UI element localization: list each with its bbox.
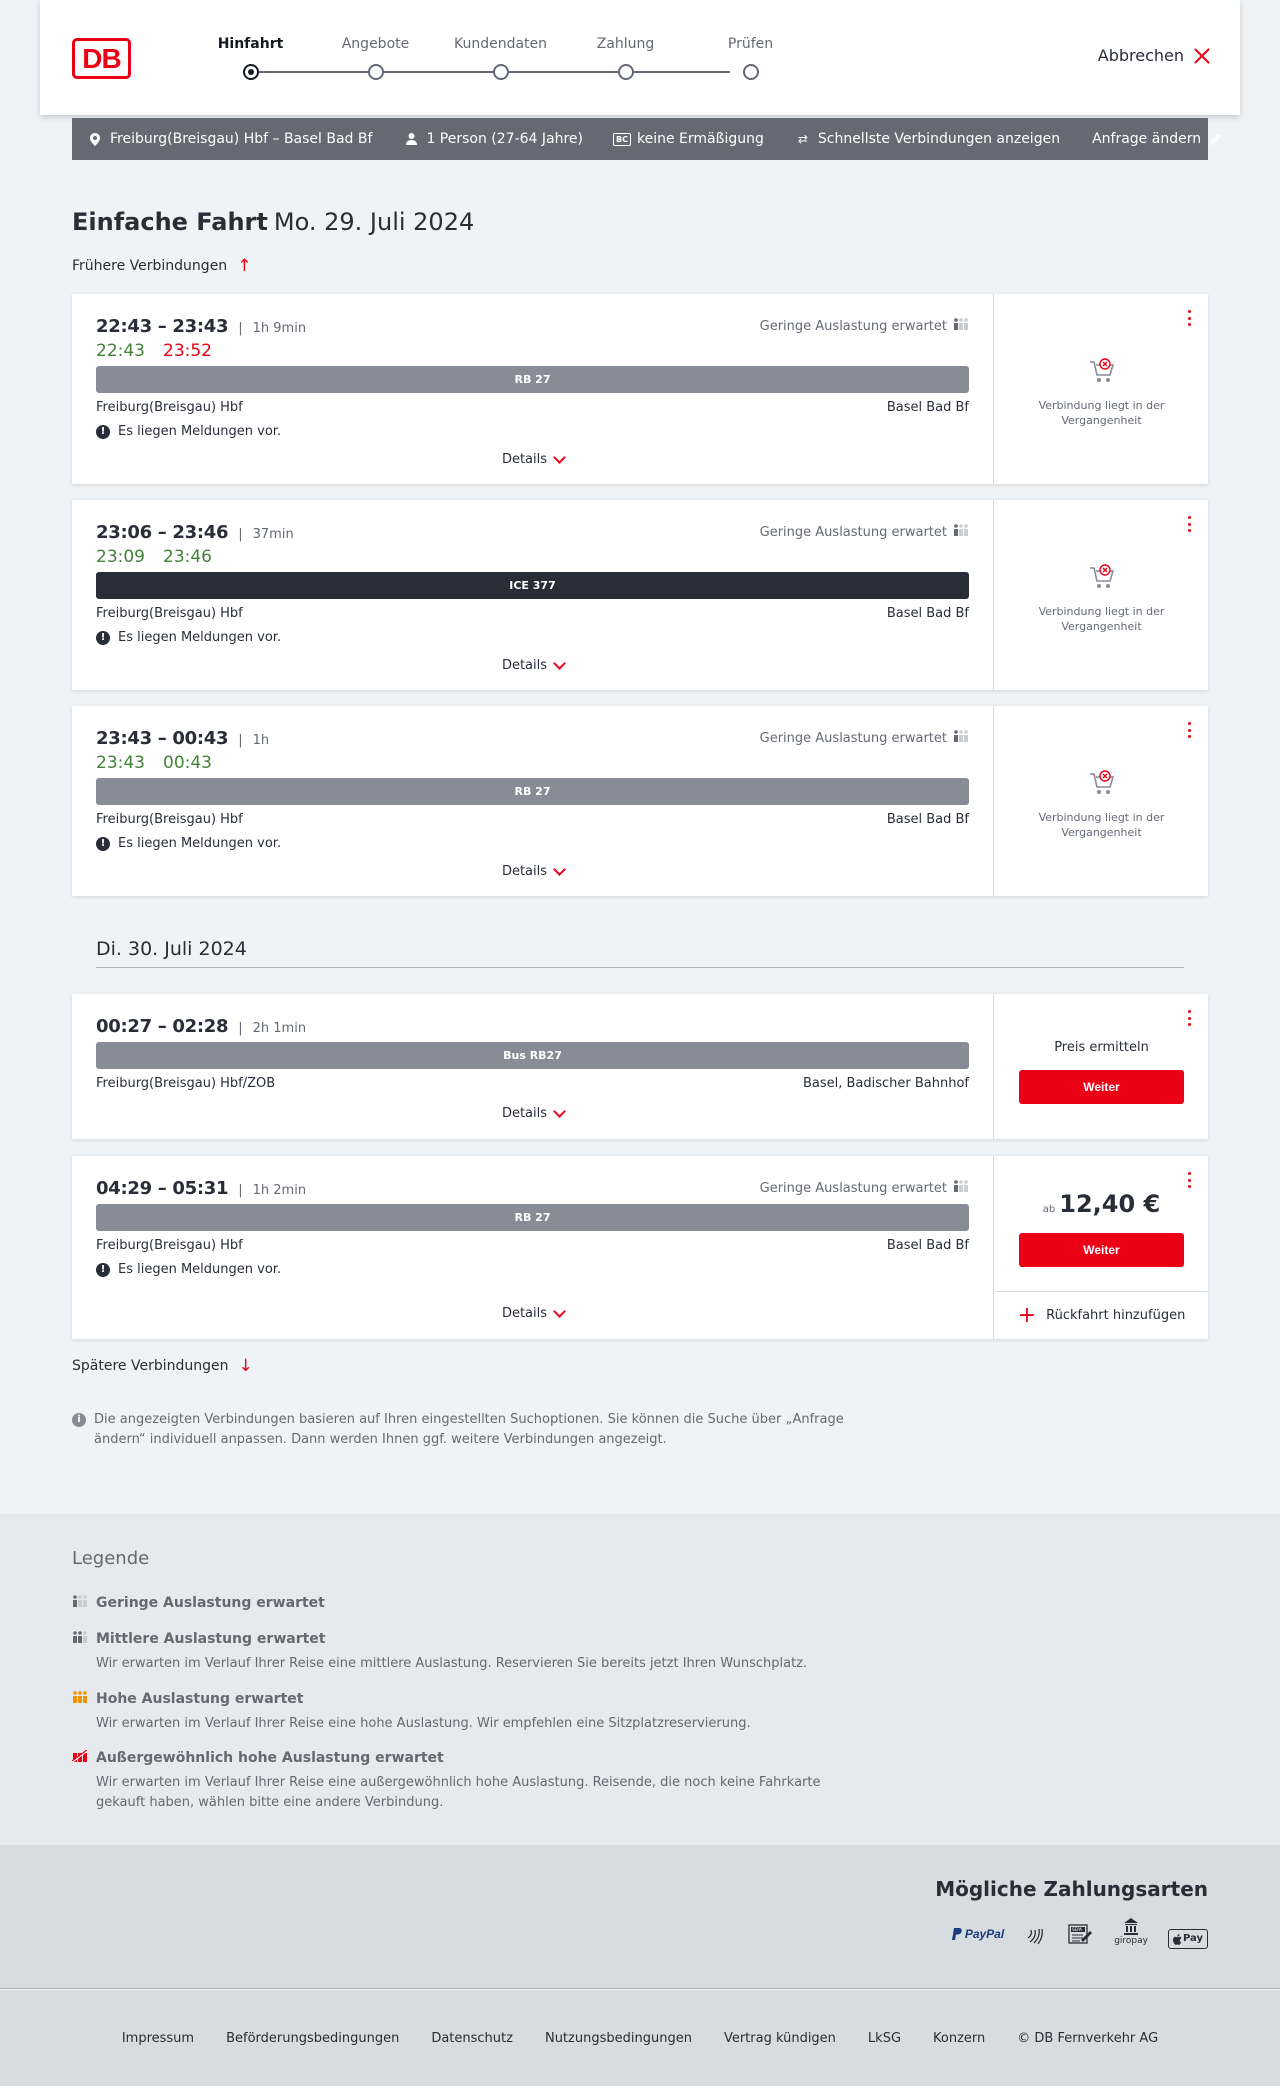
exclamation-icon: ! xyxy=(96,425,110,439)
connection-card[interactable] xyxy=(72,1156,1208,1339)
realtime-arrival: 23:46 xyxy=(163,547,212,567)
continue-button[interactable]: Weiter xyxy=(1019,1233,1184,1267)
location-pin-icon xyxy=(88,132,102,146)
details-label: Details xyxy=(501,1106,548,1121)
realtime-times xyxy=(96,547,212,567)
search-info-note xyxy=(72,1410,872,1450)
past-text: Verbindung liegt in der Vergangenheit xyxy=(1038,811,1165,839)
cancel-button[interactable] xyxy=(1098,46,1210,65)
price-prefix: ab xyxy=(1042,1204,1056,1215)
connection-card[interactable] xyxy=(72,994,1208,1139)
change-request-button[interactable] xyxy=(1092,131,1223,147)
arrow-down-icon: ↓ xyxy=(238,1356,253,1376)
departure-station: Freiburg(Breisgau) Hbf xyxy=(96,400,243,415)
cart-unavailable-icon xyxy=(1087,562,1117,592)
past-connection-notice xyxy=(995,768,1208,840)
payment-methods-list xyxy=(952,1915,1208,1949)
step-dot xyxy=(368,64,384,80)
legend-title: Legende xyxy=(72,1548,150,1569)
realtime-times xyxy=(96,341,212,361)
step-dot xyxy=(493,64,509,80)
trip-date: Mo. 29. Juli 2024 xyxy=(273,208,475,236)
duration: | 2h 1min xyxy=(238,1021,306,1036)
planned-times xyxy=(96,316,306,337)
step-zahlung xyxy=(563,34,688,80)
occupancy-text: Geringe Auslastung erwartet xyxy=(759,1180,947,1196)
details-toggle[interactable] xyxy=(72,1106,994,1121)
discount-text: keine Ermäßigung xyxy=(637,131,764,147)
occupancy-info xyxy=(760,524,969,540)
legend-item-desc: Wir erwarten im Verlauf Ihrer Reise eine außergewöhnlich hohe Auslastung. Reisende, die noch keine Fahrkarte gekauft haben, wählen bitte eine andere Verbindung. xyxy=(96,1775,821,1810)
chevron-down-icon xyxy=(553,863,566,876)
duration: | 1h xyxy=(238,733,269,748)
train-bar: ICE 377 xyxy=(96,572,969,599)
step-kundendaten xyxy=(438,34,563,80)
legend-item-title: Geringe Auslastung erwartet xyxy=(96,1595,325,1611)
credit-card-contactless-icon xyxy=(1024,1919,1048,1949)
step-label: Angebote xyxy=(341,36,410,52)
details-toggle[interactable] xyxy=(72,1306,994,1321)
later-connections-link[interactable] xyxy=(72,1358,253,1374)
messages-notice xyxy=(96,1262,281,1277)
messages-text: Es liegen Meldungen vor. xyxy=(118,630,282,645)
duration: | 1h 2min xyxy=(238,1183,306,1198)
change-request-label: Anfrage ändern xyxy=(1092,131,1202,147)
add-return-trip-button[interactable] xyxy=(995,1291,1208,1339)
realtime-times xyxy=(96,753,212,773)
passengers-text: 1 Person (27-64 Jahre) xyxy=(426,131,583,147)
connection-main xyxy=(72,294,994,484)
exclamation-icon: ! xyxy=(96,837,110,851)
occupancy-text: Geringe Auslastung erwartet xyxy=(759,730,947,746)
step-angebote xyxy=(313,34,438,80)
occupancy-medium-icon xyxy=(72,1631,88,1647)
swap-arrows-icon: ⇄ xyxy=(797,132,808,146)
plus-icon: + xyxy=(1017,1302,1037,1328)
connection-card[interactable] xyxy=(72,500,1208,690)
occupancy-info xyxy=(760,1180,969,1196)
site-footer xyxy=(0,1990,1280,2086)
giropay-icon xyxy=(1114,1915,1148,1949)
paypal-label: PayPal xyxy=(964,1927,1005,1941)
messages-text: Es liegen Meldungen vor. xyxy=(118,1262,282,1277)
summary-discount xyxy=(615,131,764,147)
connection-card[interactable] xyxy=(72,294,1208,484)
departure-station: Freiburg(Breisgau) Hbf xyxy=(96,1238,243,1253)
legend-item-low xyxy=(72,1595,872,1611)
apple-pay-icon xyxy=(1168,1929,1208,1949)
price-value: 12,40 € xyxy=(1059,1190,1161,1218)
times-text: 23:06 – 23:46 xyxy=(96,522,229,543)
continue-button[interactable]: Weiter xyxy=(1019,1070,1184,1104)
info-icon: i xyxy=(72,1413,86,1427)
footer-link-konzern[interactable]: Konzern xyxy=(933,2030,986,2046)
sepa-icon xyxy=(1068,1919,1094,1949)
occupancy-text: Geringe Auslastung erwartet xyxy=(759,318,947,334)
realtime-arrival-delayed: 23:52 xyxy=(163,341,212,361)
footer-link-vertrag-kuendigen[interactable]: Vertrag kündigen xyxy=(723,2030,836,2046)
connection-main xyxy=(72,994,994,1139)
chevron-down-icon xyxy=(553,1305,566,1318)
trip-type: Einfache Fahrt xyxy=(72,208,268,236)
step-label: Prüfen xyxy=(727,36,774,52)
realtime-departure: 23:43 xyxy=(96,753,145,773)
occupancy-low-icon xyxy=(953,1180,969,1196)
arrival-station: Basel Bad Bf xyxy=(886,400,969,415)
departure-station: Freiburg(Breisgau) Hbf/ZOB xyxy=(96,1076,276,1091)
legend-item-title: Hohe Auslastung erwartet xyxy=(96,1691,304,1707)
more-options-icon[interactable] xyxy=(1186,1010,1192,1026)
summary-option xyxy=(796,131,1060,147)
apple-pay-label: Pay xyxy=(1182,1933,1203,1944)
train-bar: RB 27 xyxy=(96,778,969,805)
step-label: Hinfahrt xyxy=(217,36,284,52)
past-text: Verbindung liegt in der Vergangenheit xyxy=(1038,605,1165,633)
messages-notice xyxy=(96,424,281,439)
option-text: Schnellste Verbindungen anzeigen xyxy=(817,131,1061,147)
occupancy-text: Geringe Auslastung erwartet xyxy=(759,524,947,540)
footer-link-befoerderungsbedingungen[interactable]: Beförderungsbedingungen xyxy=(226,2030,400,2046)
connection-main xyxy=(72,500,994,690)
occupancy-info xyxy=(760,318,969,334)
pencil-icon xyxy=(1209,132,1223,146)
realtime-arrival: 00:43 xyxy=(163,753,212,773)
legend-item-high xyxy=(72,1691,872,1734)
legend-item-desc: Wir erwarten im Verlauf Ihrer Reise eine mittlere Auslastung. Reservieren Sie bereits jetzt Ihren Wunschplatz. xyxy=(96,1656,808,1671)
more-options-icon[interactable] xyxy=(1186,310,1192,326)
chevron-down-icon xyxy=(553,1105,566,1118)
copyright-text: © DB Fernverkehr AG xyxy=(1017,2030,1159,2046)
connection-offer-panel xyxy=(995,706,1208,896)
determine-price-text: Preis ermitteln xyxy=(1054,1040,1149,1055)
step-label: Kundendaten xyxy=(453,36,548,52)
step-hinfahrt xyxy=(188,34,313,80)
route-text: Freiburg(Breisgau) Hbf – Basel Bad Bf xyxy=(110,131,373,147)
later-label: Spätere Verbindungen xyxy=(72,1358,229,1374)
arrival-station: Basel, Badischer Bahnhof xyxy=(802,1076,969,1091)
planned-times xyxy=(96,728,269,749)
bahncard-icon: BC xyxy=(615,132,629,146)
train-bar: RB 27 xyxy=(96,1204,969,1231)
legend-item-desc: Wir erwarten im Verlauf Ihrer Reise eine hohe Auslastung. Wir empfehlen eine Sitzplatzreservierung. xyxy=(96,1716,751,1731)
realtime-departure: 22:43 xyxy=(96,341,145,361)
payment-methods-title: Mögliche Zahlungsarten xyxy=(935,1877,1208,1901)
arrival-station: Basel Bad Bf xyxy=(886,812,969,827)
progress-stepper xyxy=(210,34,774,84)
summary-passengers xyxy=(404,131,583,147)
occupancy-info xyxy=(760,730,969,746)
past-text: Verbindung liegt in der Vergangenheit xyxy=(1038,399,1165,427)
bus-bar: Bus RB27 xyxy=(96,1042,969,1069)
occupancy-high-icon xyxy=(72,1691,88,1707)
return-trip-label: Rückfahrt hinzufügen xyxy=(1046,1308,1186,1323)
times-text: 22:43 – 23:43 xyxy=(96,316,229,337)
step-dot xyxy=(743,64,759,80)
details-label: Details xyxy=(501,1306,548,1321)
connection-offer-panel xyxy=(995,500,1208,690)
arrival-station: Basel Bad Bf xyxy=(886,1238,969,1253)
planned-times xyxy=(96,1178,306,1199)
person-icon xyxy=(404,132,418,146)
arrival-station: Basel Bad Bf xyxy=(886,606,969,621)
sepa-label: SEPA xyxy=(1072,1927,1083,1932)
legend-item-medium xyxy=(72,1631,872,1674)
details-toggle[interactable] xyxy=(72,452,994,467)
summary-route xyxy=(88,131,372,147)
duration: | 1h 9min xyxy=(238,321,306,336)
times-text: 04:29 – 05:31 xyxy=(96,1178,229,1199)
connection-offer-panel xyxy=(995,1156,1208,1339)
connection-main xyxy=(72,1156,994,1339)
more-options-icon[interactable] xyxy=(1186,722,1192,738)
departure-station: Freiburg(Breisgau) Hbf xyxy=(96,812,243,827)
planned-times xyxy=(96,1016,306,1037)
planned-times xyxy=(96,522,294,543)
more-options-icon[interactable] xyxy=(1186,516,1192,532)
price xyxy=(995,1190,1208,1218)
messages-text: Es liegen Meldungen vor. xyxy=(118,836,282,851)
occupancy-low-icon xyxy=(72,1595,88,1611)
connection-card[interactable] xyxy=(72,706,1208,896)
footer-link-datenschutz[interactable]: Datenschutz xyxy=(431,2030,513,2046)
realtime-departure: 23:09 xyxy=(96,547,145,567)
messages-notice xyxy=(96,836,281,851)
footer-link-nutzungsbedingungen[interactable]: Nutzungsbedingungen xyxy=(544,2030,692,2046)
messages-notice xyxy=(96,630,281,645)
step-dot xyxy=(618,64,634,80)
times-text: 00:27 – 02:28 xyxy=(96,1016,229,1037)
step-label: Zahlung xyxy=(596,36,655,52)
occupancy-low-icon xyxy=(953,524,969,540)
chevron-down-icon xyxy=(553,657,566,670)
occupancy-very-high-icon xyxy=(72,1750,88,1766)
exclamation-icon: ! xyxy=(96,631,110,645)
details-toggle[interactable] xyxy=(72,864,994,879)
more-options-icon[interactable] xyxy=(1186,1172,1192,1188)
page-title xyxy=(72,208,474,236)
legend-item-title: Außergewöhnlich hohe Auslastung erwartet xyxy=(96,1750,444,1766)
duration: | 37min xyxy=(238,527,293,542)
exclamation-icon: ! xyxy=(96,1263,110,1277)
cancel-label: Abbrechen xyxy=(1097,46,1184,65)
footer-link-lksg[interactable]: LkSG xyxy=(867,2030,902,2046)
details-label: Details xyxy=(501,452,548,467)
legend-item-very-high xyxy=(72,1750,872,1813)
payment-methods-section xyxy=(0,1845,1280,1989)
arrow-up-icon: ↑ xyxy=(237,256,252,276)
chevron-down-icon xyxy=(553,451,566,464)
details-label: Details xyxy=(501,658,548,673)
messages-text: Es liegen Meldungen vor. xyxy=(118,424,282,439)
earlier-label: Frühere Verbindungen xyxy=(72,258,228,274)
giropay-label: giropay xyxy=(1114,1936,1148,1946)
cart-unavailable-icon xyxy=(1087,356,1117,386)
train-bar: RB 27 xyxy=(96,366,969,393)
times-text: 23:43 – 00:43 xyxy=(96,728,229,749)
connection-offer-panel xyxy=(995,994,1208,1139)
details-toggle[interactable] xyxy=(72,658,994,673)
occupancy-low-icon xyxy=(953,730,969,746)
step-pruefen xyxy=(688,34,813,80)
step-dot-active xyxy=(243,64,259,80)
connection-main xyxy=(72,706,994,896)
cart-unavailable-icon xyxy=(1087,768,1117,798)
search-summary-bar xyxy=(72,118,1208,160)
db-logo[interactable]: DB xyxy=(72,38,131,79)
connection-offer-panel xyxy=(995,294,1208,484)
earlier-connections-link[interactable] xyxy=(72,258,251,274)
booking-header xyxy=(40,0,1240,115)
occupancy-legend xyxy=(0,1514,1280,1845)
paypal-icon xyxy=(952,1919,1004,1949)
close-icon xyxy=(1194,48,1210,64)
footer-link-impressum[interactable]: Impressum xyxy=(121,2030,195,2046)
date-separator: Di. 30. Juli 2024 xyxy=(96,938,1184,968)
past-connection-notice xyxy=(995,356,1208,428)
details-label: Details xyxy=(501,864,548,879)
occupancy-low-icon xyxy=(953,318,969,334)
legend-item-title: Mittlere Auslastung erwartet xyxy=(96,1631,326,1647)
past-connection-notice xyxy=(995,562,1208,634)
info-text: Die angezeigten Verbindungen basieren auf Ihren eingestellten Suchoptionen. Sie können die Suche über „Anfrage ändern“ individuell anpassen. Dann werden Ihnen ggf. weitere Verbindungen angezeigt. xyxy=(94,1412,844,1447)
departure-station: Freiburg(Breisgau) Hbf xyxy=(96,606,243,621)
